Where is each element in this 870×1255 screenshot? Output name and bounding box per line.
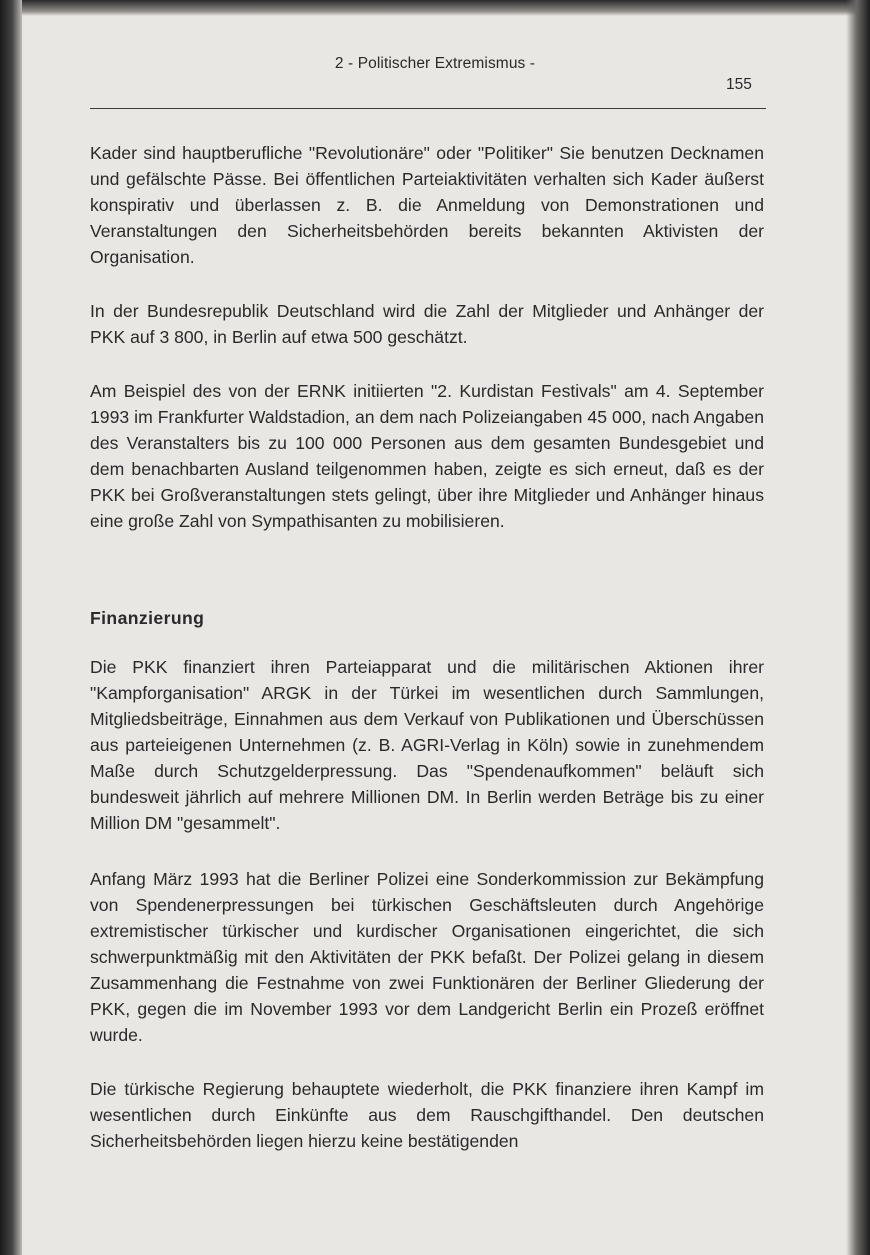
- paragraph-mitglieder: In der Bundesrepublik Deutschland wird die Zahl der Mitglieder und Anhänger der PKK auf 3 800, in Berlin auf etwa 500 geschätzt.: [90, 301, 764, 347]
- paragraph-festival: Am Beispiel des von der ERNK initiierten "2. Kurdistan Festivals" am 4. September 1993 im Frankfurter Waldstadion, an dem nach Polizeiangaben 45 000, nach Angaben des Veranstalters bis zu 100 000 Personen aus dem gesamten Bundesgebiet und dem benachbarten Ausland teilgenommen haben, zeigte es sich erneut, daß es der PKK bei Großveranstaltungen stets gelingt, über ihre Mitglieder und Anhänger hinaus eine große Zahl von Sympathisanten zu mobilisieren.: [90, 381, 764, 531]
- section-heading-finanzierung: Finanzierung: [90, 608, 205, 628]
- paragraph-kader: Kader sind hauptberufliche "Revolutionäre" oder "Politiker" Sie benutzen Decknamen und gefälschte Pässe. Bei öffentlichen Parteiaktivitäten verhalten sich Kader äußerst konspirativ und überlassen z. B. die Anmeldung von Demonstrationen und Veranstaltungen den Sicherheitsbehörden bereits bekannten Aktivisten der Organisation.: [90, 143, 764, 267]
- running-head: 2 - Politischer Extremismus -: [334, 55, 536, 72]
- header-divider: [90, 108, 766, 109]
- paragraph-sonderkommission: Anfang März 1993 hat die Berliner Polizei eine Sonderkommission zur Bekämpfung von Spendenerpressungen bei türkischen Geschäftsleuten durch Angehörige extremistischer türkischer und kurdischer Organisationen eingerichtet, die sich schwerpunktmäßig mit den Aktivitäten der PKK befaßt. Der Polizei gelang in diesem Zusammenhang die Festnahme von zwei Funktionären der Berliner Gliederung der PKK, gegen die im November 1993 vor dem Landgericht Berlin ein Prozeß eröffnet wurde.: [90, 869, 764, 1045]
- paragraph-finanzierung: Die PKK finanziert ihren Parteiapparat und die militärischen Aktionen ihrer "Kampforganisation" ARGK in der Türkei im wesentlichen durch Sammlungen, Mitgliedsbeiträge, Einnahmen aus dem Verkauf von Publikationen und Überschüssen aus parteieigenen Unternehmen (z. B. AGRI-Verlag in Köln) sowie in zunehmendem Maße durch Schutzgelderpressung. Das "Spendenaufkommen" beläuft sich bundesweit jährlich auf mehrere Millionen DM. In Berlin werden Beträge bis zu einer Million DM "gesammelt".: [90, 657, 764, 833]
- paragraph-rauschgift: Die türkische Regierung behauptete wiederholt, die PKK finanziere ihren Kampf im wesentlichen durch Einkünfte aus dem Rauschgifthandel. Den deutschen Sicherheitsbehörden liegen hierzu keine bestätigenden: [90, 1079, 764, 1151]
- page-number: 155: [726, 76, 752, 93]
